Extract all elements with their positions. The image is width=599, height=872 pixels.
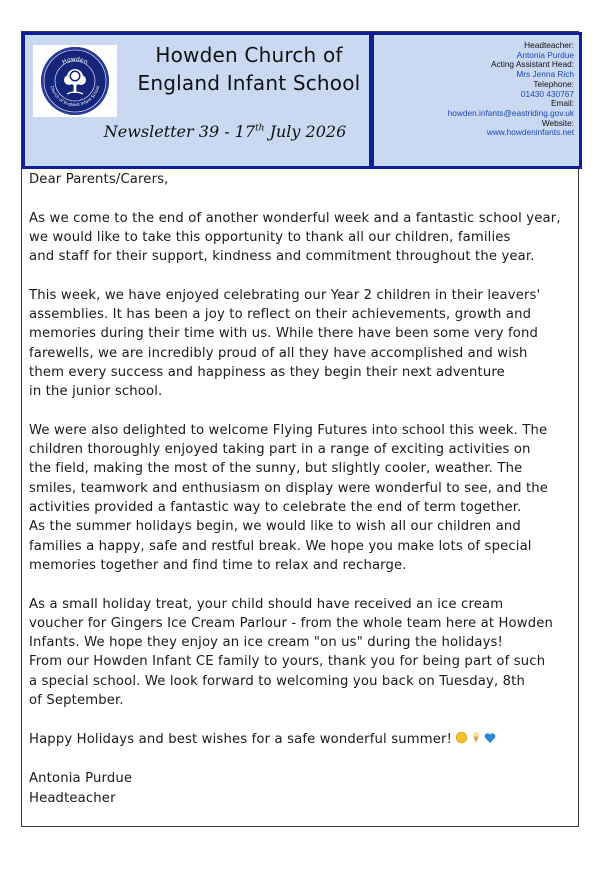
sun-icon	[455, 731, 468, 750]
email-label: Email:	[550, 98, 574, 109]
letter-body	[29, 170, 577, 808]
paragraph-line: we would like to take this opportunity to thank all our children, families	[29, 229, 511, 245]
blue-heart-icon	[484, 731, 496, 750]
paragraph-line: them every success and happiness as they begin their next adventure	[29, 364, 505, 380]
paragraph-line: activities provided a fantastic way to celebrate the end of term together.	[29, 500, 522, 516]
paragraph-line: From our Howden Infant CE family to yours, thank you for being part of such	[29, 654, 546, 670]
paragraph-line: families a happy, safe and restful break. We hope you make lots of special	[29, 538, 532, 554]
signature-name: Antonia Purdue	[29, 771, 133, 787]
tree-icon	[41, 47, 109, 115]
svg-text:Howden	[61, 56, 89, 66]
contact-panel	[372, 32, 582, 169]
newsletter-number-date: Newsletter 39 - 17	[103, 122, 256, 141]
paragraph-4	[29, 595, 577, 711]
closing-line	[29, 730, 577, 750]
website-link[interactable]: www.howdeninfants.net	[486, 127, 574, 138]
paragraph-line: the field, making the most of the sunny, but slightly cooler, weather. The	[29, 461, 523, 477]
headteacher-value: Antonia Purdue	[516, 49, 574, 60]
contact-details	[448, 41, 574, 138]
closing-text: Happy Holidays and best wishes for a safe wonderful summer!	[29, 731, 453, 747]
paragraph-line: children thoroughly enjoyed taking part in a range of exciting activities on	[29, 442, 531, 458]
paragraph-line: As we come to the end of another wonderful week and a fantastic school year,	[29, 210, 561, 226]
school-title-panel	[22, 32, 372, 169]
paragraph-1	[29, 209, 577, 267]
school-name-line1: Howden Church of	[155, 43, 343, 67]
paragraph-3	[29, 421, 577, 575]
assistant-head-label: Acting Assistant Head:	[490, 59, 574, 70]
school-name	[125, 41, 373, 97]
school-name-line2: England Infant School	[137, 71, 361, 95]
logo-text-bottom: Church of England Infant School	[49, 85, 101, 108]
telephone-value: 01430 430767	[520, 88, 574, 99]
newsletter-issue	[95, 122, 355, 141]
paragraph-line: and staff for their support, kindness and commitment throughout the year.	[29, 249, 535, 265]
website-label: Website:	[541, 117, 574, 128]
paragraph-line: memories together and find time to relax and recharge.	[29, 557, 407, 573]
paragraph-line: in the junior school.	[29, 384, 163, 400]
date-ordinal: th	[255, 123, 265, 134]
telephone-label: Telephone:	[533, 78, 574, 89]
greeting: Dear Parents/Carers,	[29, 172, 169, 187]
paragraph-line: assemblies. It has been a joy to reflect on their achievements, growth and	[29, 307, 532, 323]
paragraph-line: a special school. We look forward to welcoming you back on Tuesday, 8th	[29, 673, 526, 689]
school-logo	[33, 45, 117, 117]
newsletter-month-year: July 2026	[264, 122, 347, 141]
paragraph-line: This week, we have enjoyed celebrating our Year 2 children in their leavers'	[29, 287, 541, 303]
signature-title: Headteacher	[29, 790, 116, 806]
paragraph-line: voucher for Gingers Ice Cream Parlour - from the whole team here at Howden	[29, 615, 554, 631]
assistant-head-value: Mrs Jenna Rich	[516, 69, 574, 80]
paragraph-line: memories during their time with us. While there have been some very fond	[29, 326, 539, 342]
paragraph-2	[29, 286, 577, 402]
school-logo-badge	[41, 47, 109, 115]
paragraph-line: As the summer holidays begin, we would like to wish all our children and	[29, 519, 521, 535]
paragraph-line: of September.	[29, 693, 124, 709]
paragraph-line: As a small holiday treat, your child should have received an ice cream	[29, 596, 504, 612]
newsletter-header	[22, 32, 583, 169]
email-link[interactable]: howden.infants@eastriding.gov.uk	[447, 107, 574, 118]
paragraph-line: Infants. We hope they enjoy an ice cream "on us" during the holidays!	[29, 635, 503, 651]
headteacher-label: Headteacher:	[524, 40, 574, 50]
ice-cream-icon	[471, 731, 481, 750]
logo-text-top: Howden	[61, 55, 89, 67]
paragraph-line: smiles, teamwork and enthusiasm on display were wonderful to see, and the	[29, 480, 549, 496]
paragraph-line: farewells, we are incredibly proud of all they have accomplished and wish	[29, 345, 528, 361]
paragraph-line: We were also delighted to welcome Flying Futures into school this week. The	[29, 422, 548, 438]
